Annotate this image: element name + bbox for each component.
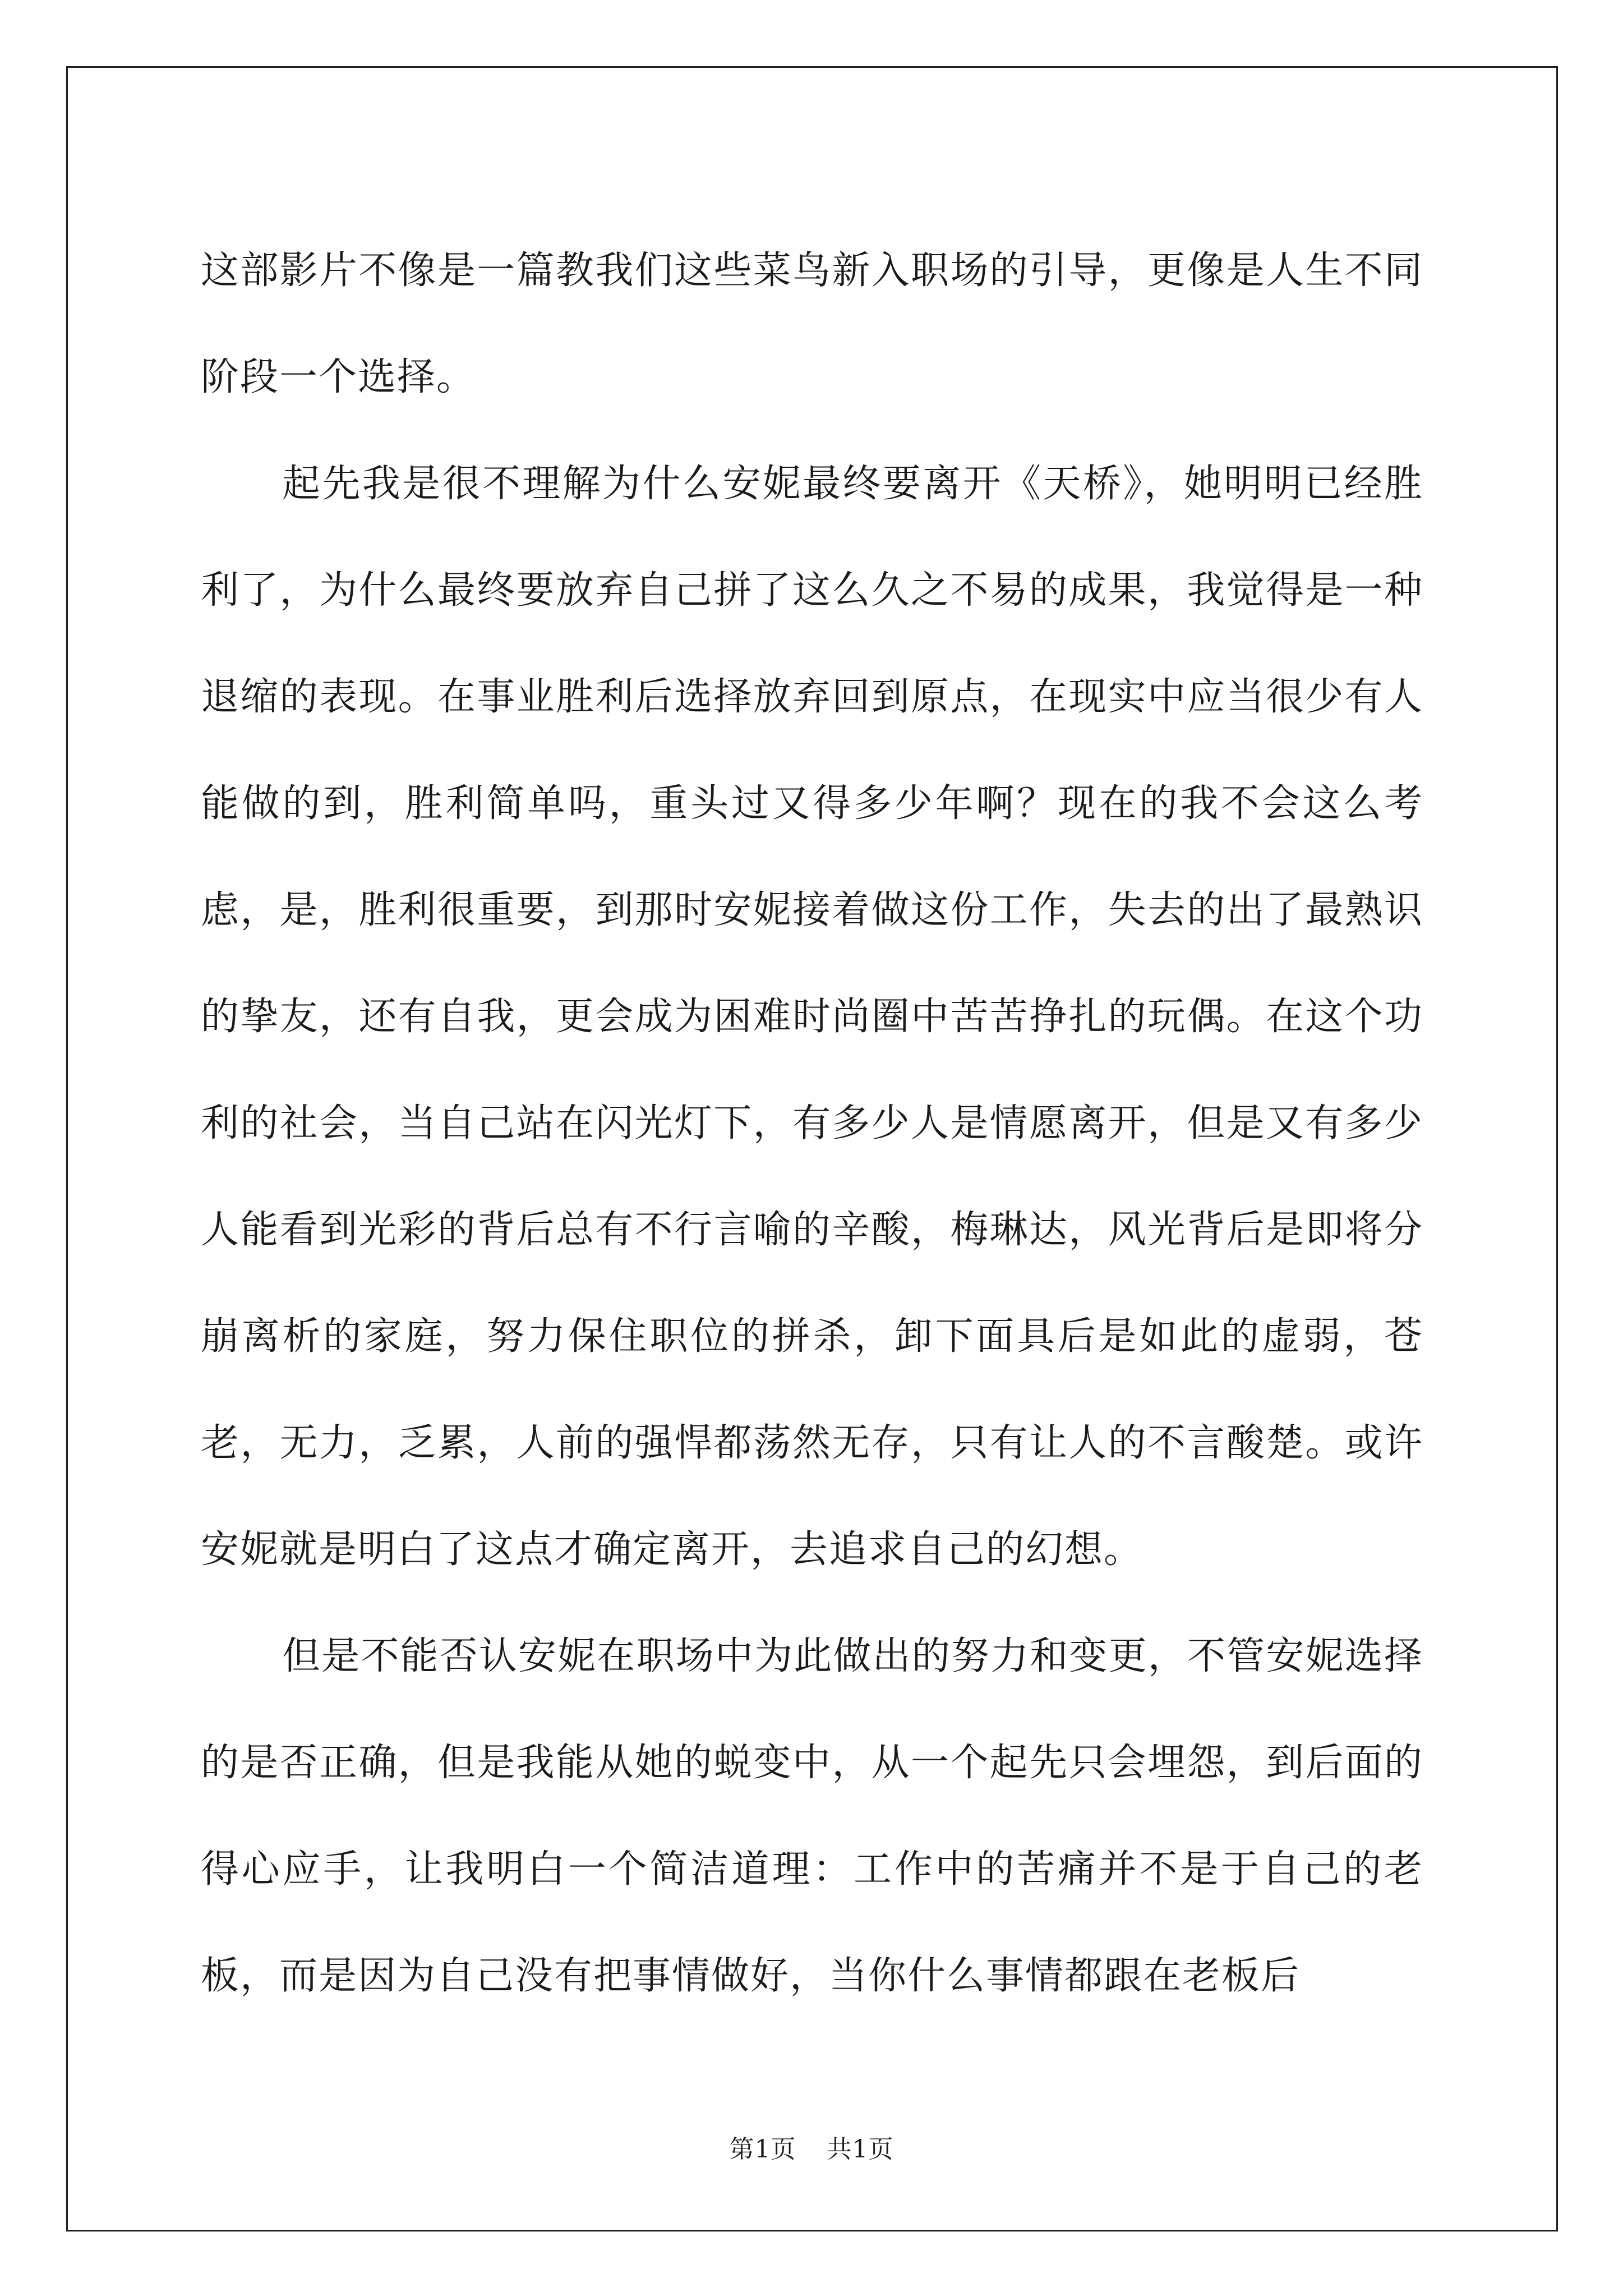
paragraph-2: 起先我是很不理解为什么安妮最终要离开《天桥》，她明明已经胜利了，为什么最终要放弃自己拼了这么久之不易的成果，我觉得是一种退缩的表现。在事业胜利后选择放弃回到原点，在现实中应当很少有人能做的到，胜利简单吗，重头过又得多少年啊？现在的我不会这么考虑，是，胜利很重要，到那时安妮接着做这份工作，失去的出了最熟识的挚友，还有自我，更会成为困难时尚圈中苦苦挣扎的玩偶。在这个功利的社会，当自己站在闪光灯下，有多少人是情愿离开，但是又有多少人能看到光彩的背后总有不行言喻的辛酸，梅琳达，风光背后是即将分崩离析的家庭，努力保住职位的拼杀，卸下面具后是如此的虚弱，苍老，无力，乏累，人前的强悍都荡然无存，只有让人的不言酸楚。或许安妮就是明白了这点才确定离开，去追求自己的幻想。 [201, 462, 1423, 1572]
page-footer [0, 2129, 1623, 2165]
page-number: 第1页 [729, 2135, 796, 2164]
paragraph-1: 这部影片不像是一篇教我们这些菜鸟新入职场的引导，更像是人生不同阶段一个选择。 [201, 249, 1423, 399]
document-body [201, 218, 1423, 2030]
paragraph-3: 但是不能否认安妮在职场中为此做出的努力和变更，不管安妮选择的是否正确，但是我能从她的蜕变中，从一个起先只会埋怨，到后面的得心应手，让我明白一个简洁道理：工作中的苦痛并不是于自己的老板，而是因为自己没有把事情做好，当你什么事情都跟在老板后 [201, 1634, 1423, 1998]
page-total: 共1页 [827, 2135, 894, 2164]
